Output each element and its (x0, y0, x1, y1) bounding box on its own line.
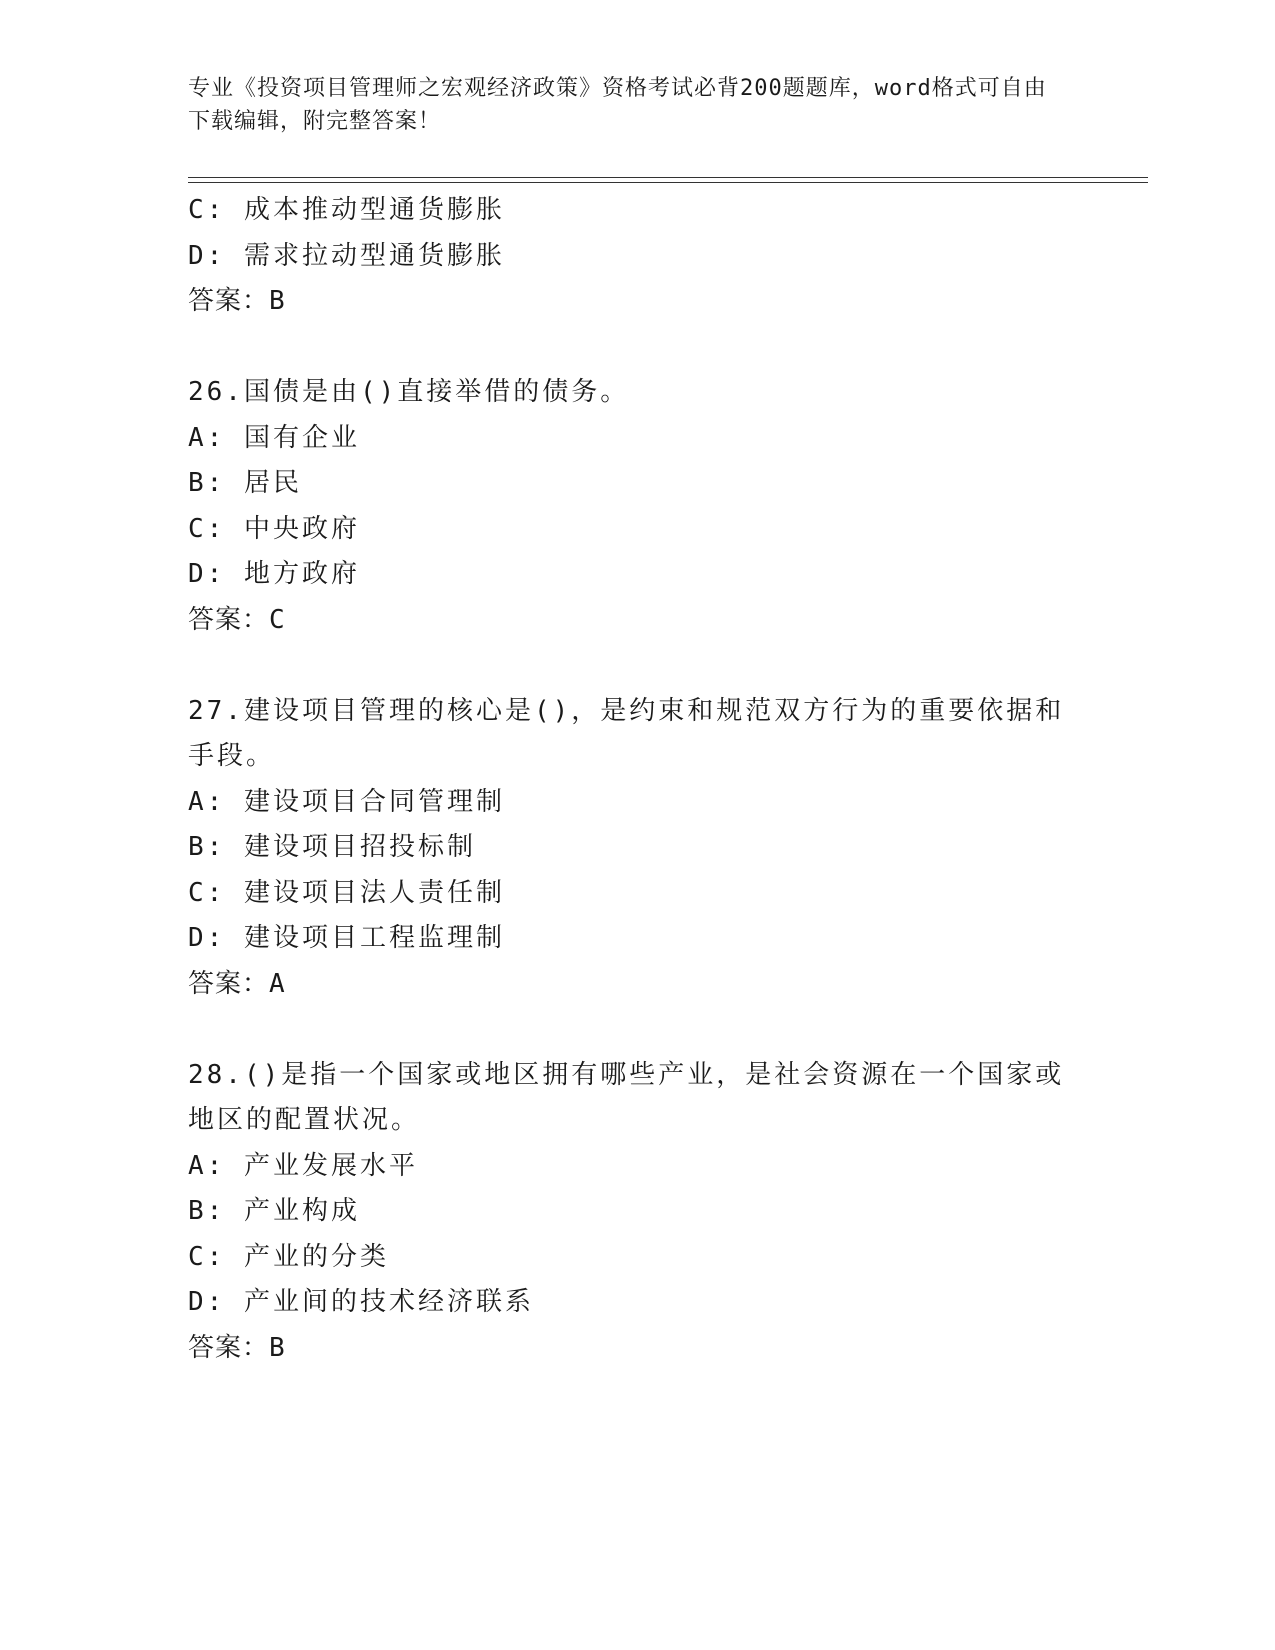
question-28 (188, 1053, 1068, 1372)
header-divider-bottom (188, 182, 1148, 183)
question-27 (188, 689, 1068, 1008)
answer-line: 答案：B (188, 1332, 286, 1363)
spacer (188, 643, 1068, 689)
option-b: B: 建设项目招投标制 (188, 832, 476, 862)
question-stem: 28.()是指一个国家或地区拥有哪些产业，是社会资源在一个国家或地区的配置状况。 (188, 1059, 1065, 1135)
option-c: C: 成本推动型通货膨胀 (188, 195, 505, 225)
question-content (188, 188, 1068, 1371)
option-b: B: 居民 (188, 468, 302, 498)
option-c: C: 中央政府 (188, 513, 360, 544)
answer-line: 答案：B (188, 286, 286, 316)
question-stem: 26.国债是由()直接举借的债务。 (188, 377, 630, 407)
option-a: A: 建设项目合同管理制 (188, 786, 505, 817)
option-d: D: 产业间的技术经济联系 (188, 1287, 534, 1317)
option-c: C: 产业的分类 (188, 1241, 389, 1272)
spacer (188, 325, 1068, 371)
option-a: A: 产业发展水平 (188, 1150, 418, 1181)
header-divider-top (188, 177, 1148, 178)
question-stem: 27.建设项目管理的核心是()，是约束和规范双方行为的重要依据和手段。 (188, 695, 1065, 771)
continued-question (188, 188, 1068, 325)
answer-line: 答案：C (188, 604, 286, 635)
option-c: C: 建设项目法人责任制 (188, 877, 505, 908)
option-d: D: 地方政府 (188, 559, 360, 589)
option-a: A: 国有企业 (188, 422, 360, 453)
option-d: D: 建设项目工程监理制 (188, 923, 505, 953)
page-header: 专业《投资项目管理师之宏观经济政策》资格考试必背200题题库，word格式可自由下载编辑，附完整答案！ (188, 76, 1047, 134)
option-d: D: 需求拉动型通货膨胀 (188, 240, 505, 271)
spacer (188, 1007, 1068, 1053)
answer-line: 答案：A (188, 968, 286, 999)
question-26 (188, 370, 1068, 643)
option-b: B: 产业构成 (188, 1196, 360, 1226)
